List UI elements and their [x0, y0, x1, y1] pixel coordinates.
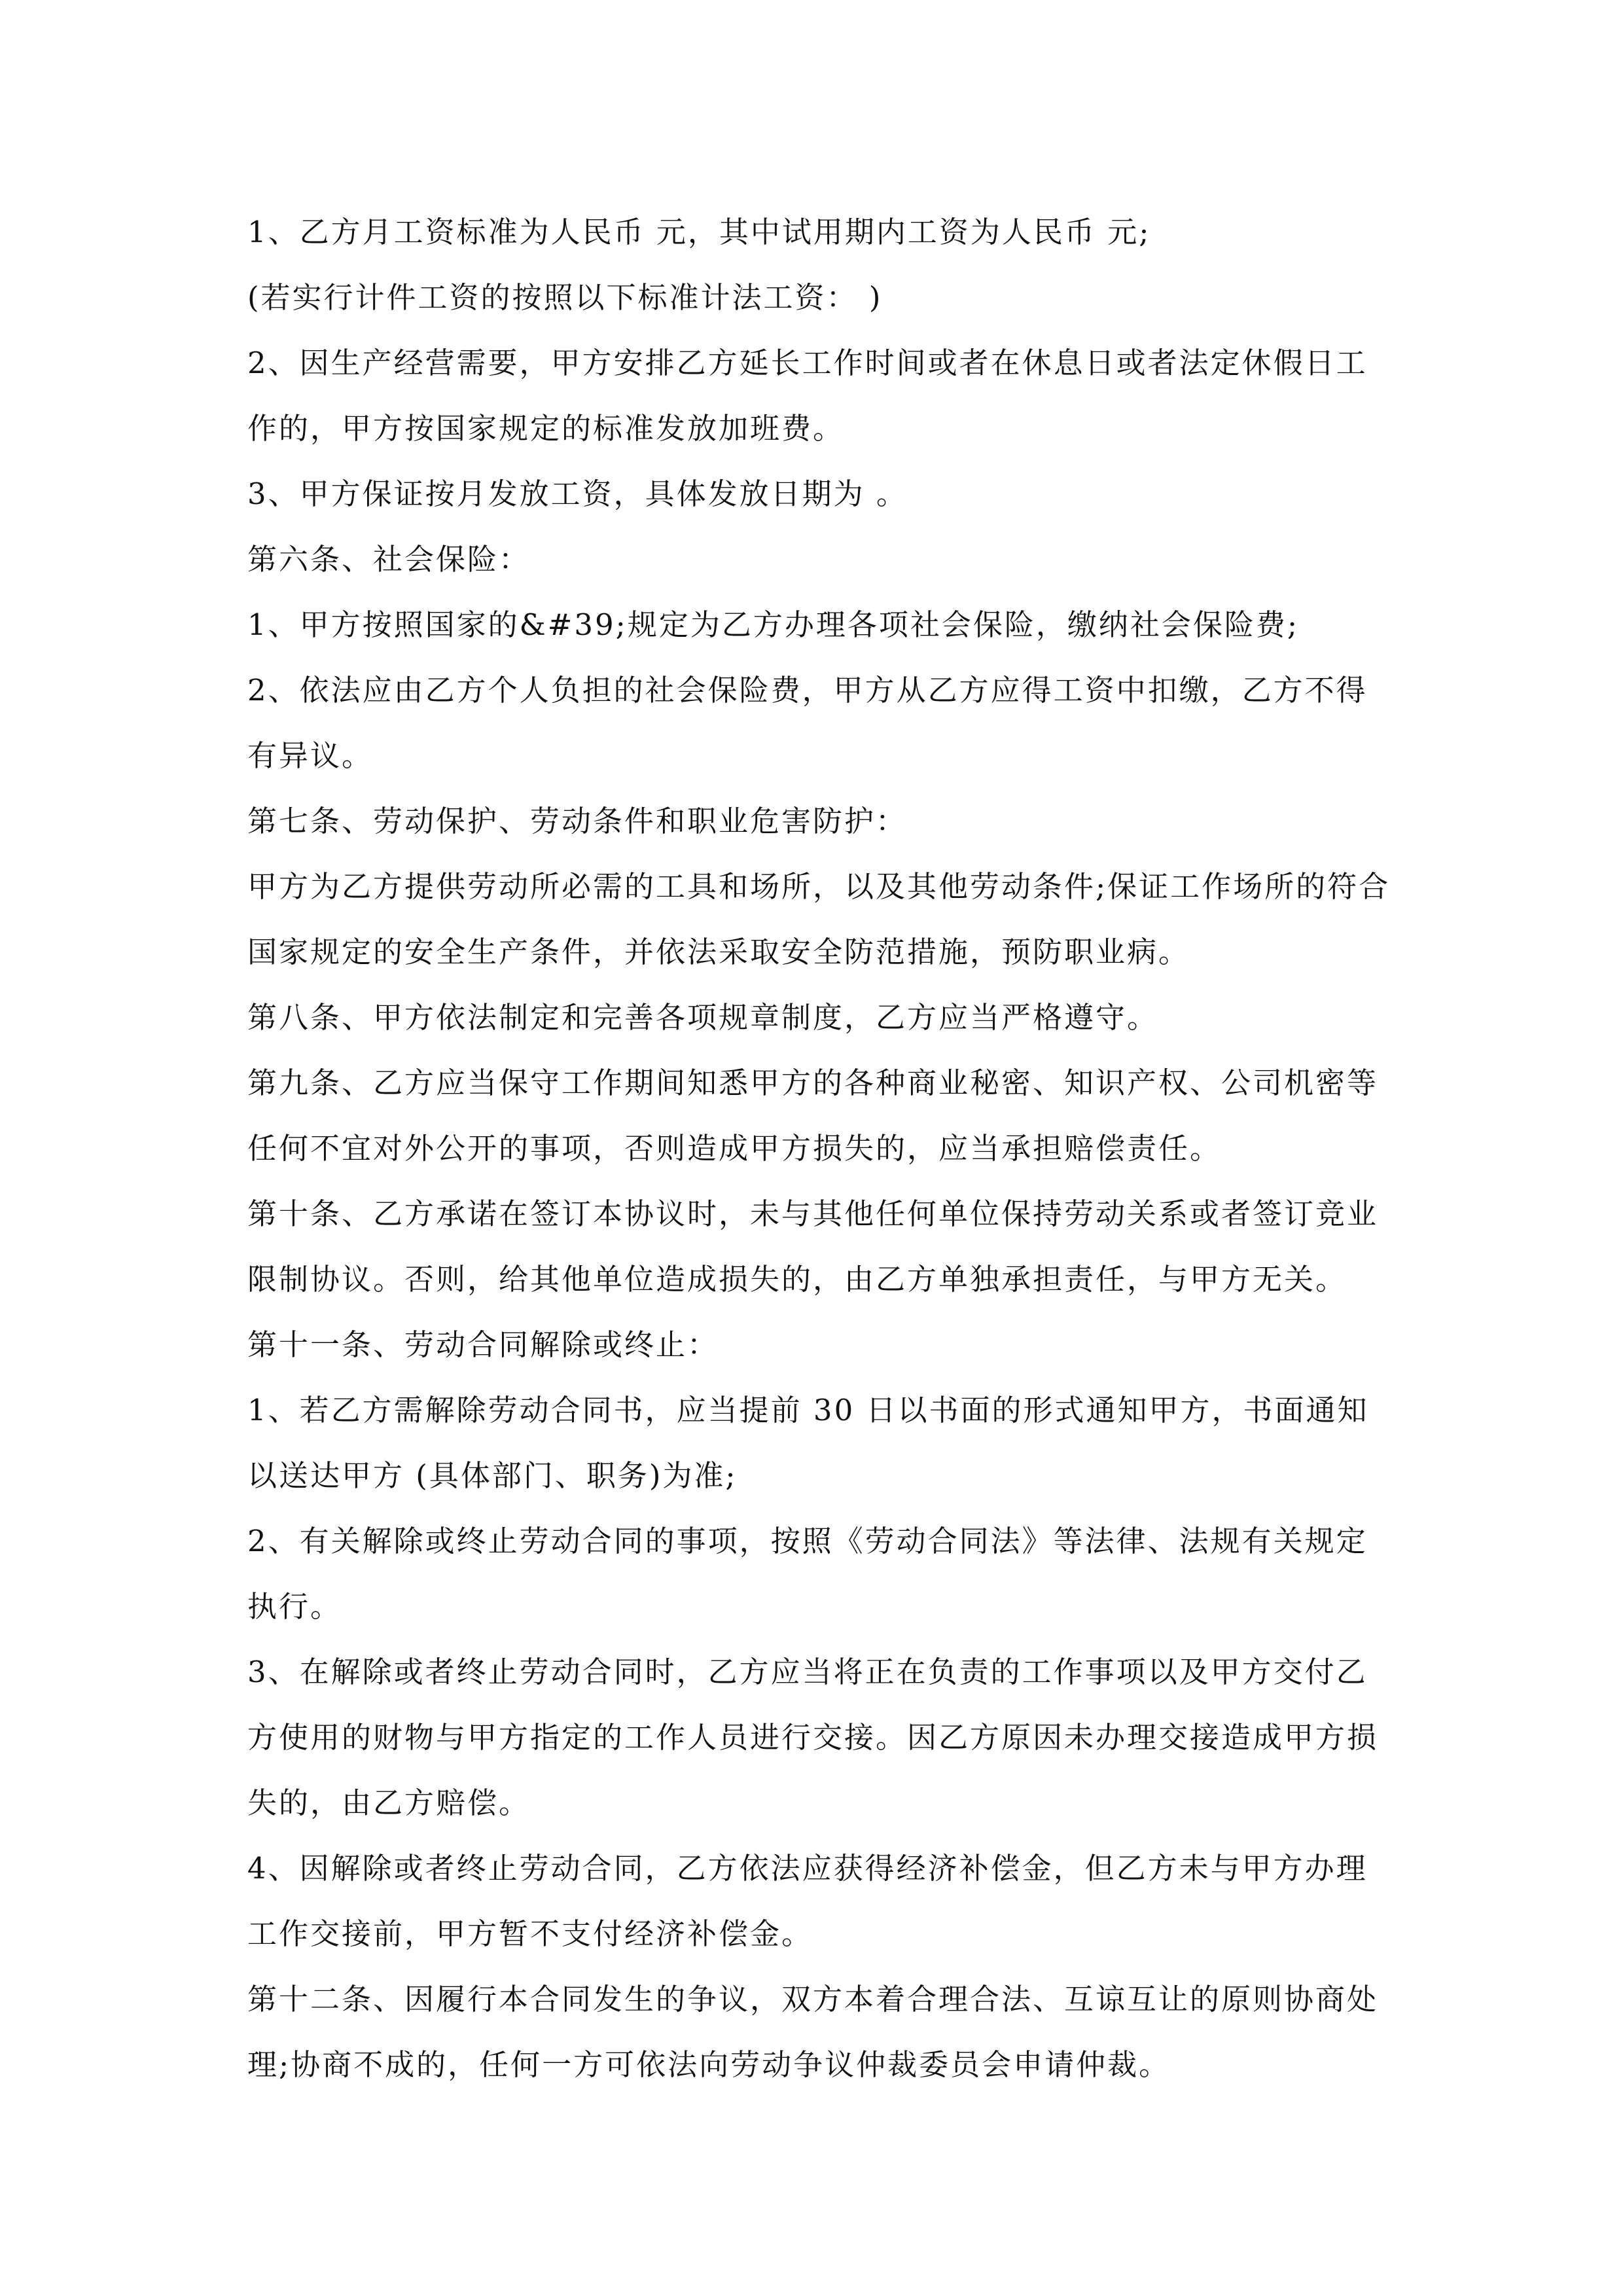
paragraph-labor-protection: 甲方为乙方提供劳动所必需的工具和场所，以及其他劳动条件;保证工作场所的符合国家规定的安全生产条件，并依法采取安全防范措施，预防职业病。: [247, 869, 1391, 969]
paragraph-termination-2: 2、有关解除或终止劳动合同的事项，按照《劳动合同法》等法律、法规有关规定执行。: [247, 1524, 1368, 1624]
heading-article-6: 第六条、社会保险：: [247, 542, 531, 577]
paragraph-article-12: 第十二条、因履行本合同发生的争议，双方本着合理合法、互谅互让的原则协商处理;协商不成的，任何一方可依法向劳动争议仲裁委员会申请仲裁。: [247, 1982, 1379, 2082]
paragraph-salary-standard: 1、乙方月工资标准为人民币 元，其中试用期内工资为人民币 元;: [247, 215, 1151, 249]
paragraph-article-10: 第十条、乙方承诺在签订本协议时，未与其他任何单位保持劳动关系或者签订竞业限制协议。否则，给其他单位造成损失的，由乙方单独承担责任，与甲方无关。: [247, 1196, 1379, 1297]
paragraph-overtime-pay: 2、因生产经营需要，甲方安排乙方延长工作时间或者在休息日或者法定休假日工作的，甲方按国家规定的标准发放加班费。: [247, 346, 1368, 446]
paragraph-pay-date: 3、甲方保证按月发放工资，具体发放日期为 。: [247, 476, 908, 511]
paragraph-social-insurance-1: 1、甲方按照国家的&#39;规定为乙方办理各项社会保险，缴纳社会保险费;: [247, 607, 1299, 642]
heading-article-7: 第七条、劳动保护、劳动条件和职业危害防护：: [247, 804, 908, 838]
paragraph-social-insurance-2: 2、依法应由乙方个人负担的社会保险费，甲方从乙方应得工资中扣缴，乙方不得有异议。: [247, 673, 1368, 773]
heading-article-11: 第十一条、劳动合同解除或终止：: [247, 1327, 719, 1362]
paragraph-termination-1: 1、若乙方需解除劳动合同书，应当提前 30 日以书面的形式通知甲方，书面通知以送达甲方 (具体部门、职务)为准;: [247, 1393, 1369, 1493]
paragraph-piece-rate-note: (若实行计件工资的按照以下标准计法工资： ): [247, 280, 883, 315]
paragraph-article-8: 第八条、甲方依法制定和完善各项规章制度，乙方应当严格遵守。: [247, 1000, 1159, 1035]
paragraph-termination-4: 4、因解除或者终止劳动合同，乙方依法应获得经济补偿金，但乙方未与甲方办理工作交接前，甲方暂不支付经济补偿金。: [247, 1851, 1368, 1951]
paragraph-article-9: 第九条、乙方应当保守工作期间知悉甲方的各种商业秘密、知识产权、公司机密等任何不宜对外公开的事项，否则造成甲方损失的，应当承担赔偿责任。: [247, 1066, 1379, 1166]
document-body: [247, 200, 1393, 2098]
paragraph-termination-3: 3、在解除或者终止劳动合同时，乙方应当将正在负责的工作事项以及甲方交付乙方使用的财物与甲方指定的工作人员进行交接。因乙方原因未办理交接造成甲方损失的，由乙方赔偿。: [247, 1655, 1379, 1820]
